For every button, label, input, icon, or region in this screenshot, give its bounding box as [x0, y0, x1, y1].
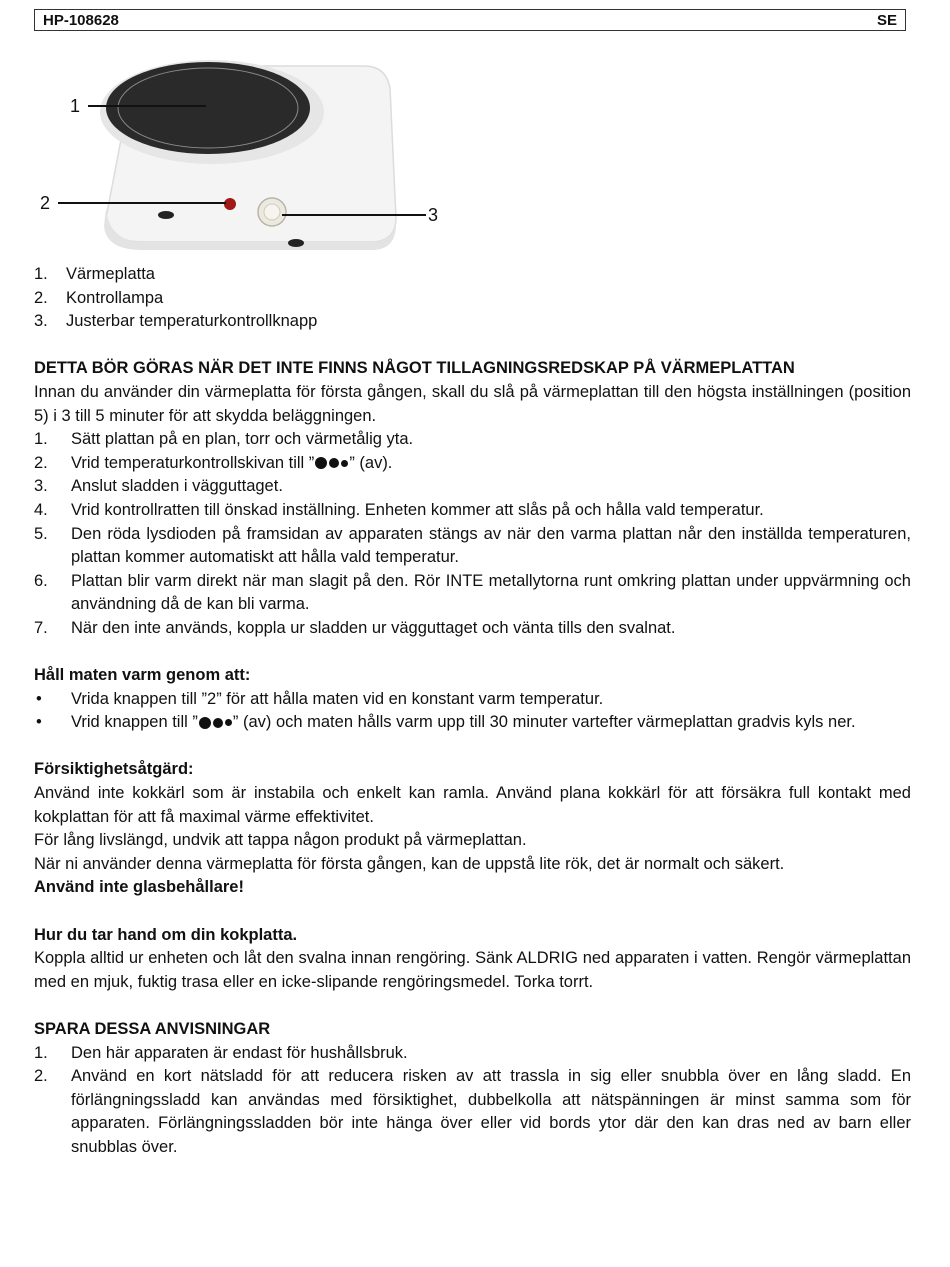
part-item [34, 310, 911, 334]
callout-2: 2 [40, 193, 51, 213]
part-label: Värmeplatta [66, 265, 155, 283]
section-heading-keep-warm: Håll maten varm genom att: [34, 666, 251, 685]
item-text: Använd en kort nätsladd för att reducera risken av att trassla in sig eller snubbla över en lång sladd. En förlängningssladd kan användas med försiktighet, dubbelkolla att nätspänningen är minst samma som för apparaten. Förlängningssladden bör inte hänga över eller vid bords ytor där den kan dras ned av barn eller snubblas över. [71, 1067, 911, 1156]
list-item [34, 617, 911, 641]
item-number: 1. [34, 430, 48, 449]
item-text: Anslut sladden i vägguttaget. [71, 477, 283, 496]
item-number: 6. [34, 571, 48, 590]
language-code: SE [876, 11, 897, 29]
bullet-glyph: • [36, 689, 42, 708]
list-item [34, 428, 911, 452]
section-heading-save: SPARA DESSA ANVISNINGAR [34, 1020, 271, 1038]
item-text: Den här apparaten är endast för hushållsbruk. [71, 1043, 408, 1062]
section-heading-first-use: DETTA BÖR GÖRAS NÄR DET INTE FINNS NÅGOT TILLAGNINGSREDSKAP PÅ VÄRMEPLATTAN [34, 359, 795, 378]
item-number: 2. [34, 453, 48, 472]
section-heading-caution: Försiktighetsåtgärd: [34, 760, 194, 779]
item-text: Vrid knappen till ” ” (av) och maten hålls varm upp till 30 minuter vartefter värmeplattan gradvis kyls ner. [71, 713, 856, 732]
item-number: 1. [34, 1043, 48, 1062]
item-text: Vrida knappen till ”2” för att hålla maten vid en konstant varm temperatur. [71, 689, 604, 708]
off-symbol-dot-medium [213, 718, 223, 728]
item-text: Vrid kontrollratten till önskad inställning. Enheten kommer att slås på och hålla vald temperatur. [71, 500, 764, 519]
hotplate-figure [34, 58, 464, 258]
part-item [34, 287, 911, 311]
item-text: När den inte används, koppla ur sladden ur vägguttaget och vänta tills den svalnat. [71, 618, 676, 637]
callout-1: 1 [70, 96, 81, 116]
off-symbol-dot-small [225, 719, 232, 726]
bullet-item [34, 711, 911, 735]
part-label: Kontrollampa [66, 288, 164, 307]
off-symbol-dot-large [315, 457, 327, 469]
item-number: 4. [34, 500, 48, 519]
part-number: 2. [34, 288, 48, 307]
care-paragraph: Koppla alltid ur enheten och låt den svalna innan rengöring. Sänk ALDRIG ned apparaten i vatten. Rengör värmeplattan med en mjuk, fuktig trasa eller en icke-slipande rengöringsmedel. Torka torrt. [34, 949, 911, 991]
item-text: Vrid temperaturkontrollskivan till ” ” (av). [71, 453, 393, 472]
caution-paragraph: När ni använder denna värmeplatta för första gången, kan de uppstå lite rök, det är normalt och säkert. [34, 854, 785, 873]
off-symbol-dot-medium [329, 458, 339, 468]
part-number: 3. [34, 312, 48, 331]
list-item [34, 452, 911, 476]
caution-paragraph: För lång livslängd, undvik att tappa någon produkt på värmeplattan. [34, 831, 527, 850]
callout-3: 3 [428, 205, 439, 225]
part-item [34, 263, 911, 287]
item-text: Plattan blir varm direkt när man slagit på den. Rör INTE metallytorna runt omkring plattan under uppvärmning och användning då de kan bli varma. [71, 571, 911, 614]
item-text: Sätt plattan på en plan, torr och värmetålig yta. [71, 430, 414, 449]
hotplate-illustration [34, 58, 464, 258]
part-label: Justerbar temperaturkontrollknapp [66, 312, 318, 331]
item-text: Den röda lysdioden på framsidan av apparaten stängs av när den varma plattan når den inställda temperaturen, plattan kommer automatiskt att hålla vald temperatur. [71, 524, 911, 567]
bullet-item [34, 688, 911, 712]
list-item [34, 499, 911, 523]
item-number: 5. [34, 524, 48, 543]
list-item [34, 570, 911, 617]
list-item [34, 523, 911, 570]
model-code: HP-108628 [43, 11, 119, 29]
part-number: 1. [34, 265, 48, 283]
bullet-glyph: • [36, 713, 42, 732]
item-number: 7. [34, 618, 48, 637]
section-heading-care: Hur du tar hand om din kokplatta. [34, 925, 298, 944]
off-symbol-dot-large [199, 717, 211, 729]
item-number: 3. [34, 477, 48, 496]
document-body [34, 263, 911, 1160]
list-item [34, 1042, 911, 1066]
item-number: 2. [34, 1067, 48, 1086]
caution-warning: Använd inte glasbehållare! [34, 878, 244, 897]
list-item [34, 475, 911, 499]
off-symbol-dot-small [341, 460, 348, 467]
first-use-intro: Innan du använder din värmeplatta för första gången, skall du slå på värmeplattan till den högsta inställningen (position 5) i 3 till 5 minuter för att skydda beläggningen. [34, 382, 911, 425]
document-header [34, 9, 906, 31]
caution-paragraph: Använd inte kokkärl som är instabila och enkelt kan ramla. Använd plana kokkärl för att försäkra full kontakt med kokplattan för att få maximal värme effektivitet. [34, 784, 911, 826]
list-item [34, 1065, 911, 1159]
